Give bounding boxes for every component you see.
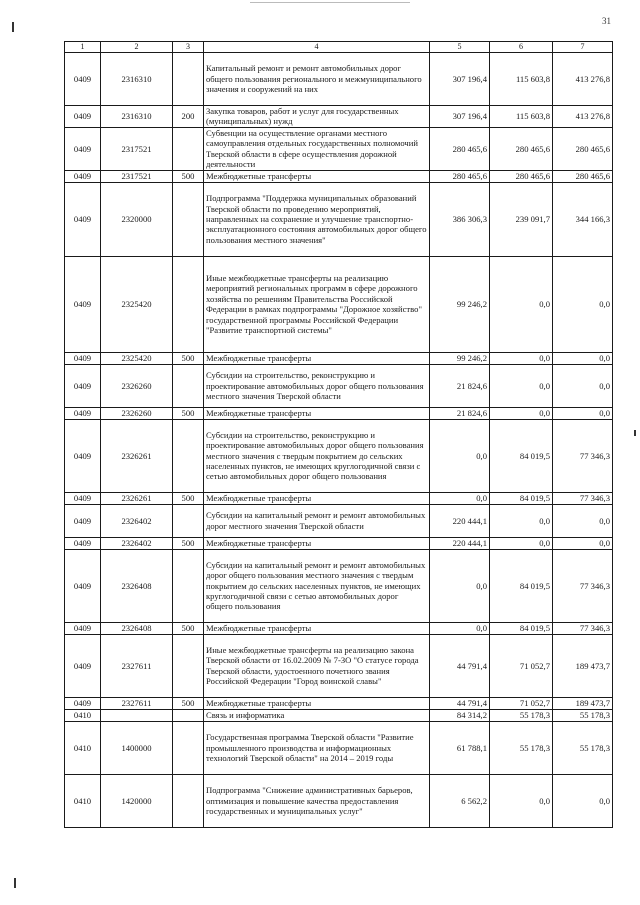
table-row xyxy=(65,622,613,634)
target-code-cell: 2325420 xyxy=(101,256,173,352)
expense-type-cell xyxy=(173,721,204,774)
table-row xyxy=(65,105,613,127)
amount-col7-cell: 344 166,3 xyxy=(553,182,613,256)
amount-col5-cell: 84 314,2 xyxy=(430,709,490,721)
section-code-cell: 0409 xyxy=(65,697,101,709)
budget-table xyxy=(64,41,613,828)
expense-type-cell: 500 xyxy=(173,492,204,504)
table-row xyxy=(65,182,613,256)
expense-type-cell: 500 xyxy=(173,537,204,549)
description-cell: Межбюджетные трансферты xyxy=(204,537,430,549)
amount-col6-cell: 115 603,8 xyxy=(490,52,553,105)
description-cell: Межбюджетные трансферты xyxy=(204,697,430,709)
amount-col5-cell: 44 791,4 xyxy=(430,697,490,709)
amount-col5-cell: 99 246,2 xyxy=(430,256,490,352)
description-cell: Подпрограмма "Снижение административных барьеров, оптимизация и повышение качества предоставления государственных и муниципальных услуг" xyxy=(204,774,430,827)
amount-col5-cell: 99 246,2 xyxy=(430,352,490,364)
expense-type-cell xyxy=(173,504,204,537)
description-cell: Субсидии на строительство, реконструкцию и проектирование автомобильных дорог общего пользования местного значения с твердым покрытием до сельских населенных пунктов, не имеющих круглогодичной связи с сетью автомобильных дорог общего пользования xyxy=(204,419,430,492)
target-code-cell: 2326408 xyxy=(101,549,173,622)
expense-type-cell xyxy=(173,549,204,622)
table-row xyxy=(65,697,613,709)
target-code-cell: 2320000 xyxy=(101,182,173,256)
target-code-cell xyxy=(101,709,173,721)
section-code-cell: 0409 xyxy=(65,622,101,634)
amount-col6-cell: 55 178,3 xyxy=(490,709,553,721)
amount-col7-cell: 77 346,3 xyxy=(553,419,613,492)
section-code-cell: 0409 xyxy=(65,537,101,549)
amount-col7-cell: 0,0 xyxy=(553,407,613,419)
target-code-cell: 2326261 xyxy=(101,419,173,492)
amount-col6-cell: 84 019,5 xyxy=(490,549,553,622)
amount-col7-cell: 0,0 xyxy=(553,537,613,549)
amount-col6-cell: 0,0 xyxy=(490,774,553,827)
expense-type-cell xyxy=(173,182,204,256)
target-code-cell: 1420000 xyxy=(101,774,173,827)
amount-col5-cell: 220 444,1 xyxy=(430,504,490,537)
description-cell: Иные межбюджетные трансферты на реализацию мероприятий региональных программ в сфере дорожного хозяйства по решениям Правительства Российской Федерации в рамках подпрограммы "Дорожное хозяйство" государственной программы Российской Федерации "Развитие транспортной системы" xyxy=(204,256,430,352)
expense-type-cell xyxy=(173,774,204,827)
description-cell: Межбюджетные трансферты xyxy=(204,492,430,504)
table-row xyxy=(65,364,613,407)
section-code-cell: 0409 xyxy=(65,127,101,170)
amount-col5-cell: 0,0 xyxy=(430,622,490,634)
amount-col5-cell: 0,0 xyxy=(430,492,490,504)
amount-col5-cell: 0,0 xyxy=(430,549,490,622)
description-cell: Межбюджетные трансферты xyxy=(204,622,430,634)
expense-type-cell xyxy=(173,127,204,170)
target-code-cell: 2316310 xyxy=(101,105,173,127)
amount-col5-cell: 280 465,6 xyxy=(430,170,490,182)
amount-col6-cell: 84 019,5 xyxy=(490,492,553,504)
description-cell: Капитальный ремонт и ремонт автомобильных дорог общего пользования регионального и межмуниципального значения и сооружений на них xyxy=(204,52,430,105)
table-row xyxy=(65,419,613,492)
header-cell: 2 xyxy=(101,42,173,53)
target-code-cell: 2317521 xyxy=(101,170,173,182)
table-row xyxy=(65,52,613,105)
target-code-cell: 2325420 xyxy=(101,352,173,364)
description-cell: Субвенции на осуществление органами местного самоуправления отдельных государственных полномочий Тверской области в сфере осуществления дорожной деятельности xyxy=(204,127,430,170)
page-number: 31 xyxy=(602,16,611,26)
amount-col6-cell: 115 603,8 xyxy=(490,105,553,127)
description-cell: Субсидии на капитальный ремонт и ремонт автомобильных дорог общего пользования местного значения с твердым покрытием до сельских населенных пунктов, не имеющих круглогодичной связи с сетью автомобильных дорог общего пользования xyxy=(204,549,430,622)
section-code-cell: 0409 xyxy=(65,504,101,537)
amount-col7-cell: 0,0 xyxy=(553,504,613,537)
amount-col6-cell: 280 465,6 xyxy=(490,170,553,182)
amount-col5-cell: 307 196,4 xyxy=(430,52,490,105)
target-code-cell: 2327611 xyxy=(101,697,173,709)
scan-mark xyxy=(14,878,16,888)
amount-col7-cell: 0,0 xyxy=(553,774,613,827)
section-code-cell: 0409 xyxy=(65,170,101,182)
description-cell: Субсидии на строительство, реконструкцию и проектирование автомобильных дорог общего пользования местного значения Тверской области xyxy=(204,364,430,407)
table-row xyxy=(65,352,613,364)
expense-type-cell xyxy=(173,709,204,721)
amount-col7-cell: 280 465,6 xyxy=(553,170,613,182)
target-code-cell: 2327611 xyxy=(101,634,173,697)
section-code-cell: 0410 xyxy=(65,709,101,721)
header-cell: 4 xyxy=(204,42,430,53)
section-code-cell: 0409 xyxy=(65,182,101,256)
amount-col6-cell: 0,0 xyxy=(490,537,553,549)
table-row xyxy=(65,170,613,182)
amount-col7-cell: 0,0 xyxy=(553,352,613,364)
expense-type-cell: 500 xyxy=(173,622,204,634)
amount-col7-cell: 55 178,3 xyxy=(553,721,613,774)
amount-col7-cell: 55 178,3 xyxy=(553,709,613,721)
description-cell: Межбюджетные трансферты xyxy=(204,170,430,182)
expense-type-cell: 200 xyxy=(173,105,204,127)
expense-type-cell xyxy=(173,419,204,492)
target-code-cell: 2317521 xyxy=(101,127,173,170)
amount-col6-cell: 0,0 xyxy=(490,256,553,352)
description-cell: Подпрограмма "Поддержка муниципальных образований Тверской области по проведению мероприятий, направленных на сохранение и улучшение транспортно-эксплуатационного состояния автомобильных дорог общего пользования местного значения" xyxy=(204,182,430,256)
budget-table-body xyxy=(65,42,613,828)
table-row xyxy=(65,774,613,827)
section-code-cell: 0409 xyxy=(65,105,101,127)
section-code-cell: 0410 xyxy=(65,774,101,827)
amount-col5-cell: 307 196,4 xyxy=(430,105,490,127)
target-code-cell: 2326402 xyxy=(101,537,173,549)
section-code-cell: 0409 xyxy=(65,407,101,419)
table-row xyxy=(65,634,613,697)
amount-col5-cell: 386 306,3 xyxy=(430,182,490,256)
table-row xyxy=(65,504,613,537)
amount-col7-cell: 413 276,8 xyxy=(553,52,613,105)
amount-col7-cell: 413 276,8 xyxy=(553,105,613,127)
target-code-cell: 2326402 xyxy=(101,504,173,537)
amount-col6-cell: 0,0 xyxy=(490,352,553,364)
description-cell: Межбюджетные трансферты xyxy=(204,407,430,419)
description-cell: Закупка товаров, работ и услуг для государственных (муниципальных) нужд xyxy=(204,105,430,127)
expense-type-cell xyxy=(173,634,204,697)
expense-type-cell xyxy=(173,364,204,407)
table-row xyxy=(65,721,613,774)
section-code-cell: 0409 xyxy=(65,352,101,364)
target-code-cell: 2316310 xyxy=(101,52,173,105)
amount-col6-cell: 0,0 xyxy=(490,504,553,537)
section-code-cell: 0409 xyxy=(65,52,101,105)
amount-col6-cell: 239 091,7 xyxy=(490,182,553,256)
description-cell: Государственная программа Тверской области "Развитие промышленного производства и информационных технологий Тверской области" на 2014 – 2019 годы xyxy=(204,721,430,774)
amount-col7-cell: 77 346,3 xyxy=(553,549,613,622)
header-cell: 6 xyxy=(490,42,553,53)
target-code-cell: 2326260 xyxy=(101,364,173,407)
description-cell: Субсидии на капитальный ремонт и ремонт автомобильных дорог местного значения Тверской области xyxy=(204,504,430,537)
amount-col5-cell: 0,0 xyxy=(430,419,490,492)
section-code-cell: 0409 xyxy=(65,492,101,504)
amount-col5-cell: 21 824,6 xyxy=(430,407,490,419)
scan-edge-line xyxy=(250,2,410,3)
expense-type-cell: 500 xyxy=(173,352,204,364)
header-cell: 3 xyxy=(173,42,204,53)
section-code-cell: 0409 xyxy=(65,549,101,622)
scan-mark xyxy=(12,22,14,32)
table-row xyxy=(65,492,613,504)
section-code-cell: 0409 xyxy=(65,256,101,352)
expense-type-cell xyxy=(173,52,204,105)
amount-col5-cell: 21 824,6 xyxy=(430,364,490,407)
amount-col5-cell: 280 465,6 xyxy=(430,127,490,170)
target-code-cell: 2326260 xyxy=(101,407,173,419)
amount-col6-cell: 280 465,6 xyxy=(490,127,553,170)
amount-col6-cell: 0,0 xyxy=(490,407,553,419)
target-code-cell: 2326408 xyxy=(101,622,173,634)
target-code-cell: 1400000 xyxy=(101,721,173,774)
amount-col5-cell: 220 444,1 xyxy=(430,537,490,549)
amount-col6-cell: 71 052,7 xyxy=(490,697,553,709)
table-row xyxy=(65,256,613,352)
table-row xyxy=(65,127,613,170)
table-row xyxy=(65,537,613,549)
expense-type-cell: 500 xyxy=(173,170,204,182)
expense-type-cell xyxy=(173,256,204,352)
amount-col7-cell: 280 465,6 xyxy=(553,127,613,170)
expense-type-cell: 500 xyxy=(173,697,204,709)
description-cell: Межбюджетные трансферты xyxy=(204,352,430,364)
amount-col6-cell: 55 178,3 xyxy=(490,721,553,774)
amount-col5-cell: 44 791,4 xyxy=(430,634,490,697)
header-cell: 1 xyxy=(65,42,101,53)
table-row xyxy=(65,549,613,622)
amount-col5-cell: 61 788,1 xyxy=(430,721,490,774)
header-cell: 5 xyxy=(430,42,490,53)
amount-col7-cell: 0,0 xyxy=(553,256,613,352)
description-cell: Связь и информатика xyxy=(204,709,430,721)
header-cell: 7 xyxy=(553,42,613,53)
description-cell: Иные межбюджетные трансферты на реализацию закона Тверской области от 16.02.2009 № 7-ЗО "О статусе города Тверской области, удостоенного почетного звания Российской Федерации "Город воинской славы" xyxy=(204,634,430,697)
column-number-header xyxy=(65,42,613,53)
expense-type-cell: 500 xyxy=(173,407,204,419)
amount-col7-cell: 77 346,3 xyxy=(553,622,613,634)
amount-col7-cell: 189 473,7 xyxy=(553,634,613,697)
amount-col6-cell: 84 019,5 xyxy=(490,622,553,634)
amount-col6-cell: 71 052,7 xyxy=(490,634,553,697)
target-code-cell: 2326261 xyxy=(101,492,173,504)
section-code-cell: 0409 xyxy=(65,364,101,407)
table-row xyxy=(65,407,613,419)
amount-col6-cell: 0,0 xyxy=(490,364,553,407)
scan-mark xyxy=(634,430,636,436)
amount-col7-cell: 77 346,3 xyxy=(553,492,613,504)
section-code-cell: 0409 xyxy=(65,419,101,492)
section-code-cell: 0410 xyxy=(65,721,101,774)
amount-col5-cell: 6 562,2 xyxy=(430,774,490,827)
amount-col6-cell: 84 019,5 xyxy=(490,419,553,492)
amount-col7-cell: 0,0 xyxy=(553,364,613,407)
table-row xyxy=(65,709,613,721)
amount-col7-cell: 189 473,7 xyxy=(553,697,613,709)
section-code-cell: 0409 xyxy=(65,634,101,697)
